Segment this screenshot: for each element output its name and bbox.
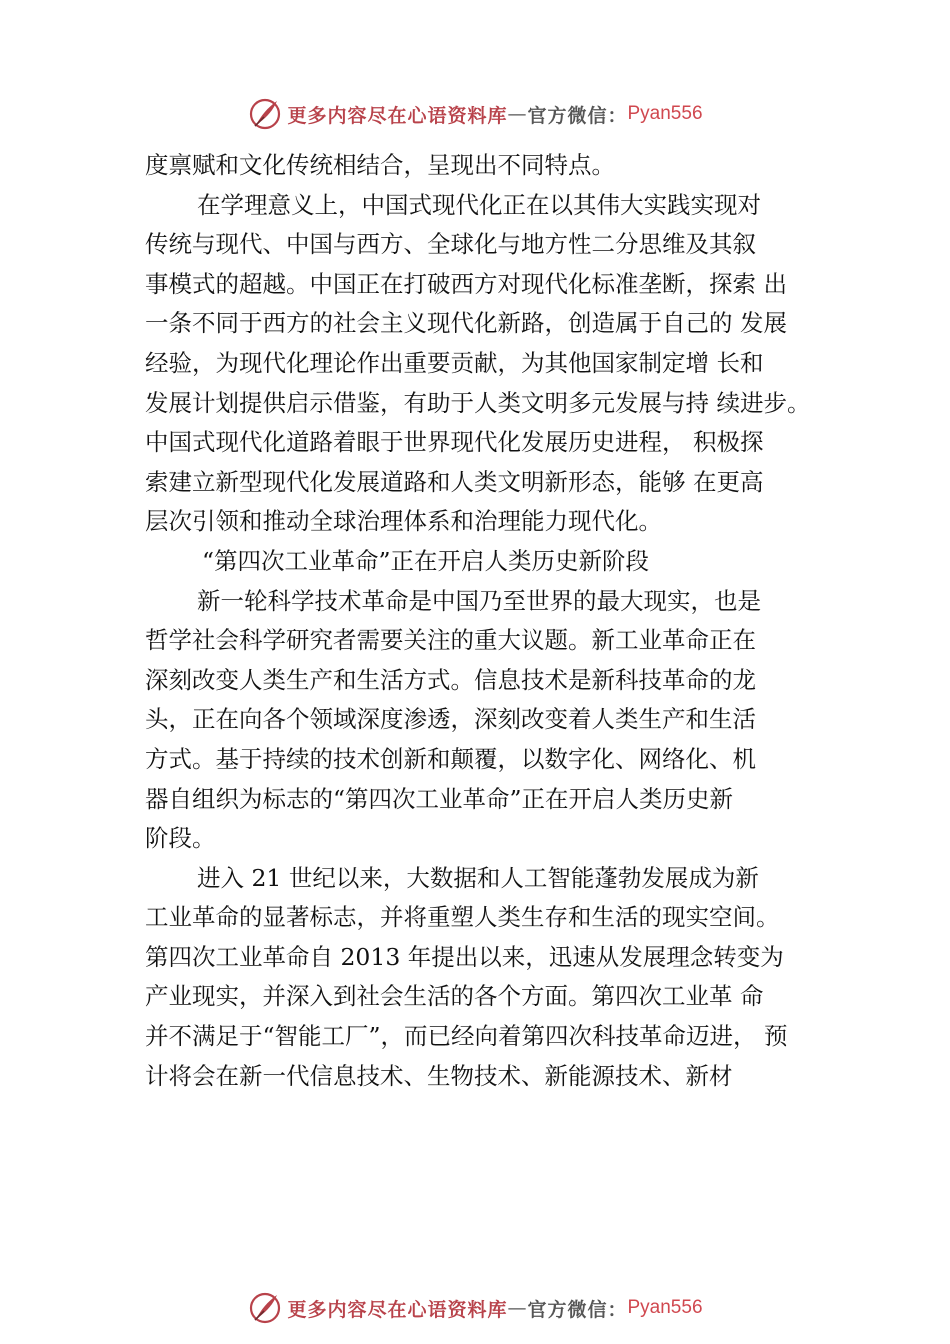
watermark-wechat-id: Pyan556 [627, 1297, 703, 1318]
document-body [145, 146, 845, 1096]
body-text-line: 层次引领和推动全球治理体系和治理能力现代化。 [145, 507, 662, 536]
body-text-line: 新一轮科学技术革命是中国乃至世界的最大现实，也是 [197, 586, 761, 615]
footer-watermark [0, 1288, 950, 1328]
body-text-line: 计将会在新一代信息技术、生物技术、新能源技术、新材 [145, 1061, 733, 1090]
body-text-line: 器自组织为标志的“第四次工业革命”正在开启人类历史新 [145, 784, 734, 813]
feather-logo-icon [247, 96, 283, 132]
body-text-line: 事模式的超越。中国正在打破西方对现代化标准垄断，探索 出 [145, 269, 787, 298]
watermark-main-text: 更多内容尽在心语资料库 [287, 1298, 508, 1321]
watermark-wechat-label: 官方微信： [527, 1298, 628, 1321]
body-text-line: 一条不同于西方的社会主义现代化新路，创造属于自己的 发展 [145, 309, 787, 338]
body-text-line: 深刻改变人类生产和生活方式。信息技术是新科技革命的龙 [145, 665, 756, 694]
body-text-line: 进入 21 世纪以来，大数据和人工智能蓬勃发展成为新 [197, 863, 759, 892]
body-text-line: 第四次工业革命自 2013 年提出以来，迅速从发展理念转变为 [145, 942, 784, 971]
watermark-separator: — [507, 1297, 528, 1319]
watermark-main-text: 更多内容尽在心语资料库 [287, 104, 508, 127]
body-text-line: 度禀赋和文化传统相结合，呈现出不同特点。 [145, 151, 615, 179]
body-text-line: 在学理意义上，中国式现代化正在以其伟大实践实现对 [197, 190, 761, 219]
body-text-line: 头，正在向各个领域深度渗透，深刻改变着人类生产和生活 [145, 705, 756, 734]
watermark-separator: — [507, 103, 528, 125]
watermark-wechat-label: 官方微信： [527, 104, 628, 127]
body-text-line: 工业革命的显著标志，并将重塑人类生存和生活的现实空间。 [145, 903, 780, 932]
body-text-line: 产业现实，并深入到社会生活的各个方面。第四次工业革 命 [145, 982, 764, 1011]
feather-logo-icon [247, 1290, 283, 1326]
body-text-line: 哲学社会科学研究者需要关注的重大议题。新工业革命正在 [145, 626, 756, 655]
header-watermark [0, 94, 950, 134]
body-text-line: 中国式现代化道路着眼于世界现代化发展历史进程， 积极探 [145, 428, 764, 457]
body-text-line: 并不满足于“智能工厂”，而已经向着第四次科技革命迈进， 预 [145, 1022, 788, 1051]
body-text-line: 阶段。 [145, 824, 216, 853]
section-heading: “第四次工业革命”正在开启人类历史新阶段 [202, 546, 650, 575]
watermark-wechat-id: Pyan556 [627, 103, 703, 124]
body-text-line: 传统与现代、中国与西方、全球化与地方性二分思维及其叙 [145, 230, 756, 259]
body-text-line: 经验，为现代化理论作出重要贡献，为其他国家制定增 长和 [145, 348, 764, 377]
body-text-line: 发展计划提供启示借鉴，有助于人类文明多元发展与持 续进步。 [145, 388, 811, 417]
body-text-line: 方式。基于持续的技术创新和颠覆，以数字化、网络化、机 [145, 744, 756, 773]
body-text-line: 索建立新型现代化发展道路和人类文明新形态，能够 在更高 [145, 467, 764, 496]
